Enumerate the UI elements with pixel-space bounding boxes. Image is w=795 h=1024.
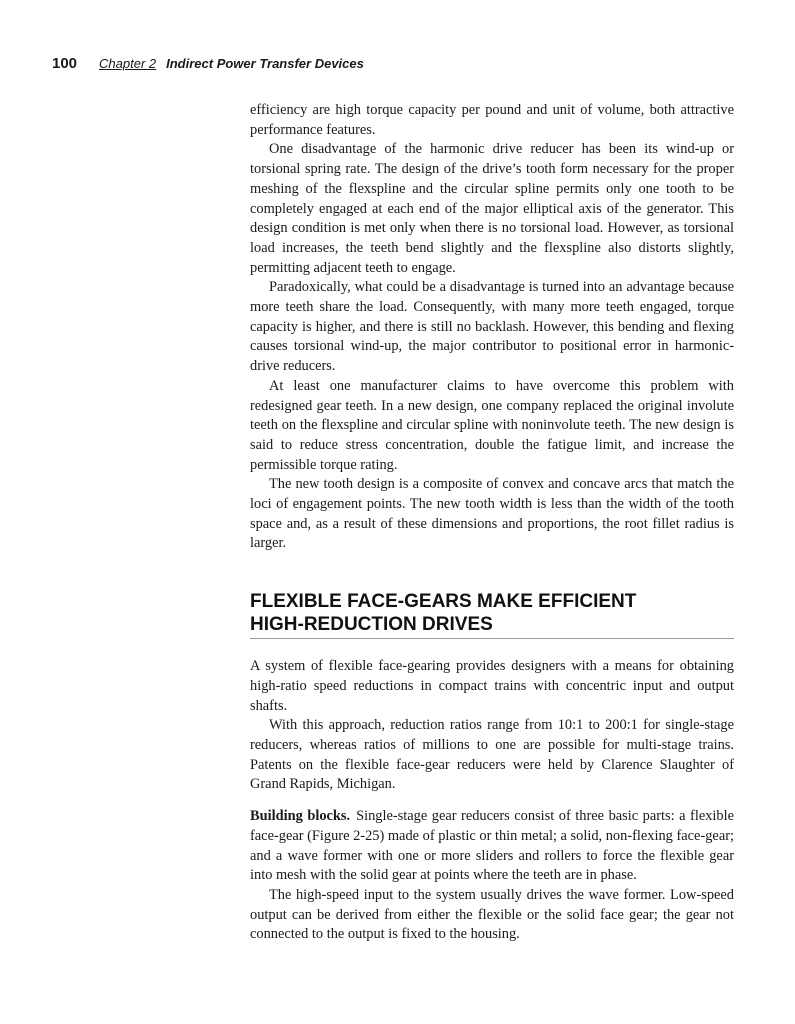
- subsection-paragraph: [250, 807, 734, 886]
- subsection-paragraph-2: The high-speed input to the system usually drives the wave former. Low-speed output can be derived from either the flexible or the solid face gear; the gear not connected to the output is fixed to the housing.: [250, 886, 734, 943]
- paragraph: The new tooth design is a composite of convex and concave arcs that match the loci of engagement points. The new tooth width is less than the width of the tooth space and, as a result of these dimensions and proportions, the root fillet radius is larger.: [250, 476, 734, 552]
- paragraph: Paradoxically, what could be a disadvantage is turned into an advantage because more teeth share the load. Consequently, with many more teeth engaged, torque capacity is higher, and there is still no backlash. However, this bending and flexing causes torsional wind-up, the major contributor to positional error in harmonic-drive reducers.: [250, 279, 734, 375]
- chapter-label[interactable]: Chapter 2: [99, 56, 157, 71]
- chapter-title: Indirect Power Transfer Devices: [166, 56, 364, 71]
- running-head: [52, 55, 364, 72]
- subsection-text: Single-stage gear reducers consist of three basic parts: a flexible face-gear (Figure 2-25) made of plastic or thin metal; a solid, non-flexing face-gear; and a wave former with one or more sliders and rollers to force the flexible gear into mesh with the solid gear at points where the teeth are in phase.: [250, 808, 734, 884]
- section-heading-line-1: FLEXIBLE FACE-GEARS MAKE EFFICIENT: [250, 591, 637, 613]
- page-number: 100: [52, 55, 78, 72]
- section-heading-line-2: HIGH-REDUCTION DRIVES: [250, 614, 493, 636]
- paragraph-continued: efficiency are high torque capacity per pound and unit of volume, both attractive performance features.: [250, 102, 734, 138]
- run-in-heading: Building blocks.: [250, 808, 351, 825]
- paragraph: At least one manufacturer claims to have overcome this problem with redesigned gear teeth. In a new design, one company replaced the original involute teeth on the flexspline and circular spline with noninvolute teeth. The new design is said to reduce stress concentration, double the fatigue limit, and increase the permissible torque rating.: [250, 377, 734, 473]
- section-heading: [250, 590, 734, 639]
- section-paragraph: With this approach, reduction ratios range from 10:1 to 200:1 for single-stage reducers, whereas ratios of millions to one are possible for multi-stage trains. Patents on the flexible face-gear reducers were held by Clarence Slaughter of Grand Rapids, Michigan.: [250, 717, 734, 793]
- section-paragraph: A system of flexible face-gearing provides designers with a means for obtaining high-ratio speed reductions in compact trains with concentric input and output shafts.: [250, 658, 734, 714]
- body-column: [250, 101, 734, 945]
- paragraph: One disadvantage of the harmonic drive reducer has been its wind-up or torsional spring rate. The design of the drive’s tooth form necessary for the proper meshing of the flexspline and the circular spline permits only one tooth to be completely engaged at each end of the major elliptical axis of the generator. This design condition is met only when there is no torsional load. However, as torsional load increases, the teeth bend slightly and the flexspline also distorts slightly, permitting adjacent teeth to engage.: [250, 141, 734, 276]
